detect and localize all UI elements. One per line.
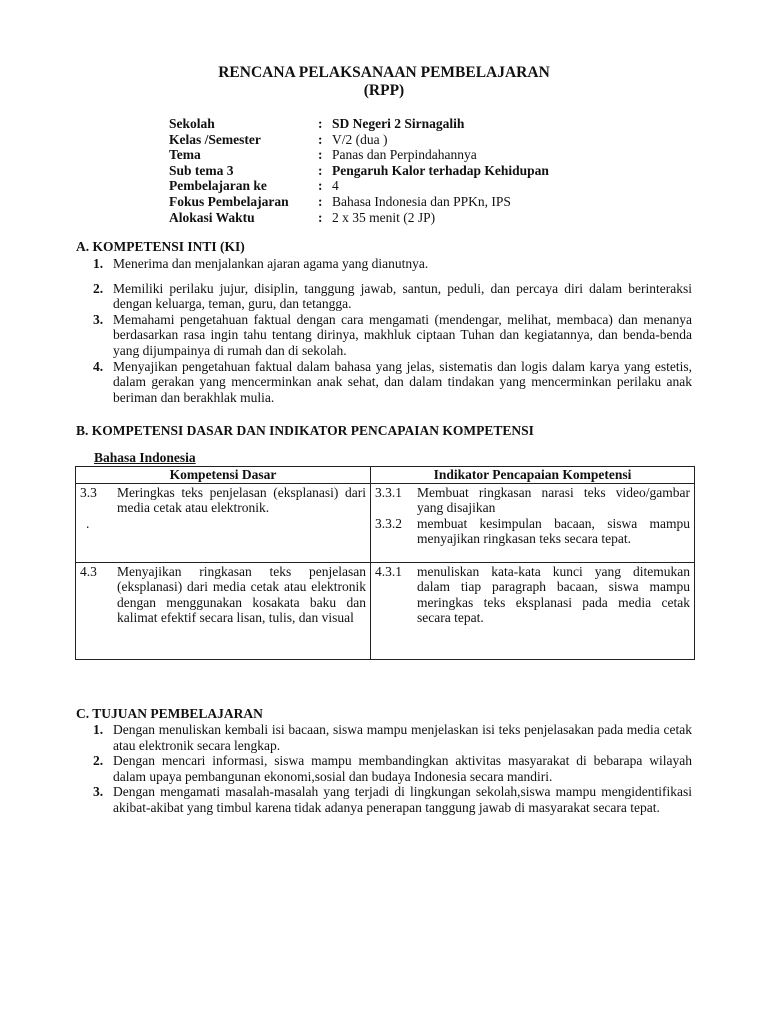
meta-label: Fokus Pembelajaran [169, 193, 289, 209]
item-text: Dengan mencari informasi, siswa mampu membandingkan aktivitas masyarakat di bebarapa wilayah dalam upaya pembangunan ekonomi,sosial dan budaya Indonesia secara mandiri. [113, 753, 692, 784]
ki-list [76, 256, 692, 405]
list-item [76, 312, 692, 359]
meta-label: Sub tema 3 [169, 162, 234, 178]
meta-value: 2 x 35 menit (2 JP) [332, 209, 436, 225]
document-title: RENCANA PELAKSANAAN PEMBELAJARAN [218, 64, 550, 81]
meta-colon: : [318, 193, 323, 209]
indicator-code: 4.3.1 [375, 563, 402, 579]
item-text: Menerima dan menjalankan ajaran agama yang dianutnya. [113, 256, 429, 271]
list-item [76, 256, 692, 272]
item-text: Memiliki perilaku jujur, disiplin, tanggung jawab, santun, peduli, dan percaya diri dalam berinteraksi dengan keluarga, teman, guru, dan tetangga. [113, 280, 692, 312]
item-number: 2. [93, 753, 104, 769]
meta-value: Panas dan Perpindahannya [332, 147, 477, 163]
table-header-row [76, 467, 695, 484]
column-header-indicator: Indikator Pencapaian Kompetensi [371, 467, 695, 484]
item-number: 1. [93, 722, 104, 737]
subject-heading: Bahasa Indonesia [94, 450, 196, 465]
item-number: 3. [93, 784, 104, 800]
kd-cell [76, 483, 371, 562]
section-c-heading: C. TUJUAN PEMBELAJARAN [76, 706, 263, 721]
item-number: 1. [93, 256, 104, 271]
indicator-code: 3.3.1 [375, 484, 402, 500]
competency-table [75, 466, 695, 660]
indicator-text: membuat kesimpulan bacaan, siswa mampu menyajikan ringkasan teks secara tepat. [417, 515, 690, 547]
meta-colon: : [318, 209, 323, 225]
item-text: Dengan mengamati masalah-masalah yang terjadi di lingkungan sekolah,siswa mampu mengidentifikasi akibat-akibat yang timbul karena tidak adanya penerapan tanggung jawab di masyarakat secara tepat. [113, 784, 692, 815]
meta-label: Alokasi Waktu [169, 209, 255, 225]
meta-colon: : [318, 147, 323, 163]
section-a-heading: A. KOMPETENSI INTI (KI) [76, 239, 245, 254]
item-number: 3. [93, 311, 104, 327]
indicator-item [375, 485, 690, 516]
indicator-cell [371, 562, 695, 659]
item-number: 4. [93, 358, 104, 374]
item-text: Memahami pengetahuan faktual dengan cara mengamati (mendengar, melihat, membaca) dan menanya berdasarkan rasa ingin tahu tentang dirinya, makhluk ciptaan Tuhan dan kegiatannya, dan benda-benda yang dijumpainya di rumah dan di sekolah. [113, 311, 692, 358]
item-text: Menyajikan pengetahuan faktual dalam bahasa yang jelas, sistematis dan logis dalam karya yang estetis, dalam gerakan yang mencerminkan anak sehat, dan dalam tindakan yang mencerminkan perilaku anak beriman dan berakhlak mulia. [113, 358, 692, 405]
indicator-cell [371, 483, 695, 562]
meta-value: SD Negeri 2 Sirnagalih [332, 116, 465, 131]
list-item [76, 784, 692, 815]
meta-value: 4 [332, 178, 339, 194]
section-b-heading: B. KOMPETENSI DASAR DAN INDIKATOR PENCAPAIAN KOMPETENSI [76, 423, 534, 438]
meta-label: Pembelajaran ke [169, 178, 267, 194]
table-row [76, 562, 695, 659]
meta-value: V/2 (dua ) [332, 131, 388, 147]
list-item [76, 753, 692, 784]
indicator-item [375, 516, 690, 547]
list-item [76, 722, 692, 753]
meta-colon: : [318, 178, 323, 194]
document-subtitle: (RPP) [363, 82, 405, 99]
kd-code: 3.3 [80, 484, 97, 500]
indicator-text: Membuat ringkasan narasi teks video/gambar yang disajikan [417, 484, 690, 516]
kd-cell [76, 562, 371, 659]
meta-label: Sekolah [169, 116, 215, 131]
kd-dot: . [86, 515, 90, 531]
meta-value: Bahasa Indonesia dan PPKn, IPS [332, 193, 511, 209]
item-text: Dengan menuliskan kembali isi bacaan, siswa mampu menjelaskan isi teks penjelasakan pada media cetak atau elektronik secara lengkap. [113, 722, 692, 753]
list-item [76, 359, 692, 406]
meta-label: Kelas /Semester [169, 131, 261, 147]
indicator-item [375, 564, 690, 626]
meta-label: Tema [169, 147, 201, 163]
table-row [76, 483, 695, 562]
kd-text: Meringkas teks penjelasan (eksplanasi) dari media cetak atau elektronik. [117, 484, 366, 516]
meta-value: Pengaruh Kalor terhadap Kehidupan [332, 162, 549, 178]
indicator-code: 3.3.2 [375, 515, 402, 531]
kd-code: 4.3 [80, 563, 97, 579]
item-number: 2. [93, 280, 104, 296]
tujuan-list [76, 722, 692, 816]
meta-colon: : [318, 131, 323, 147]
meta-colon: : [318, 116, 323, 131]
indicator-text: menuliskan kata-kata kunci yang ditemukan dalam tiap paragraph bacaan, siswa mampu meringkas teks eksplanasi pada media cetak secara tepat. [417, 563, 690, 626]
kd-text: Menyajikan ringkasan teks penjelasan (eksplanasi) dari media cetak atau elektronik dengan menggunakan kosakata baku dan kalimat efektif secara lisan, tulis, dan visual [117, 563, 366, 626]
meta-colon: : [318, 162, 323, 178]
list-item [76, 281, 692, 312]
column-header-kd: Kompetensi Dasar [76, 467, 371, 484]
